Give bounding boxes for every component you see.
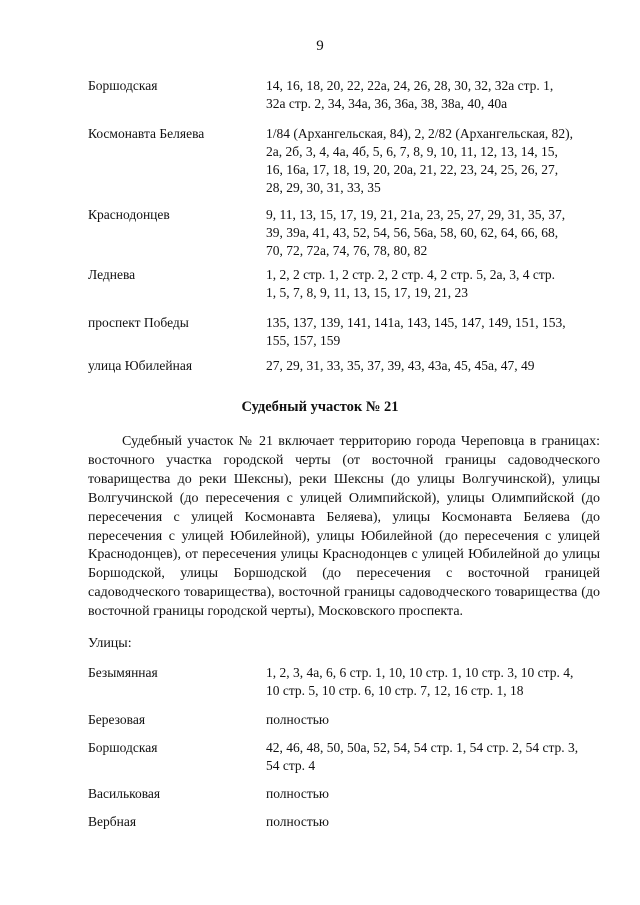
street-name: Безымянная xyxy=(88,665,158,680)
house-numbers-line: 39, 39а, 41, 43, 52, 54, 56, 56а, 58, 60, 62, 64, 66, 68, xyxy=(266,225,559,240)
address-row xyxy=(88,77,611,113)
house-numbers-line: полностью xyxy=(266,814,329,829)
street-name: Космонавта Беляева xyxy=(88,126,205,141)
streets-label: Улицы: xyxy=(88,636,132,651)
house-numbers xyxy=(266,711,611,729)
address-row xyxy=(88,785,611,803)
house-numbers xyxy=(266,125,611,197)
address-row xyxy=(88,314,611,350)
house-numbers xyxy=(266,739,611,775)
section-description: Судебный участок № 21 включает территорию города Череповца в границах: восточного участка городской черты (от восточной границы садоводческого товарищества до реки Шексны), реки Шексны (до улицы Волгучинской), улицы Волгучинской (до пересечения с улицей Олимпийской), улицы Олимпийской (до пересечения с улицей Космонавта Беляева), улицы Космонавта Беляева (до пересечения с улицей Юбилейной), улицы Юбилейной (до пересечения с улицей Краснодонцев), от пересечения улицы Краснодонцев с улицей Юбилейной до улицы Боршодской, улицы Боршодской (до пересечения с восточной границей садоводческого товарищества), восточной границы садоводческого товарищества (до восточной границы городской черты), Московского проспекта. xyxy=(88,434,600,620)
house-numbers xyxy=(266,357,611,375)
house-numbers-line: 32а стр. 2, 34, 34а, 36, 36а, 38, 38а, 40, 40а xyxy=(266,96,508,111)
street-name: Краснодонцев xyxy=(88,207,170,222)
house-numbers xyxy=(266,785,611,803)
section-title: Судебный участок № 21 xyxy=(241,399,399,415)
address-row xyxy=(88,739,611,775)
street-name: Вербная xyxy=(88,814,137,829)
house-numbers-line: 28, 29, 30, 31, 33, 35 xyxy=(266,180,381,195)
address-row xyxy=(88,357,611,375)
address-row xyxy=(88,266,611,302)
house-numbers-line: 2а, 2б, 3, 4, 4а, 4б, 5, 6, 7, 8, 9, 10, 11, 12, 13, 14, 15, xyxy=(266,144,558,159)
house-numbers-line: 1, 2, 3, 4а, 6, 6 стр. 1, 10, 10 стр. 1, 10 стр. 3, 10 стр. 4, xyxy=(266,665,574,680)
address-row xyxy=(88,711,611,729)
street-name: проспект Победы xyxy=(88,315,189,330)
house-numbers-line: 16, 16а, 17, 18, 19, 20, 20а, 21, 22, 23, 24, 25, 26, 27, xyxy=(266,162,559,177)
house-numbers-line: полностью xyxy=(266,712,329,727)
house-numbers-line: 70, 72, 72а, 74, 76, 78, 80, 82 xyxy=(266,243,428,258)
address-row xyxy=(88,813,611,831)
street-name: улица Юбилейная xyxy=(88,358,193,373)
house-numbers-line: 135, 137, 139, 141, 141а, 143, 145, 147, 149, 151, 153, xyxy=(266,315,566,330)
house-numbers-line: 9, 11, 13, 15, 17, 19, 21, 21а, 23, 25, 27, 29, 31, 35, 37, xyxy=(266,207,566,222)
house-numbers-line: 1, 2, 2 стр. 1, 2 стр. 2, 2 стр. 4, 2 стр. 5, 2а, 3, 4 стр. xyxy=(266,267,556,282)
house-numbers xyxy=(266,77,611,113)
house-numbers xyxy=(266,206,611,260)
house-numbers-line: 54 стр. 4 xyxy=(266,758,316,773)
house-numbers-line: 42, 46, 48, 50, 50а, 52, 54, 54 стр. 1, 54 стр. 2, 54 стр. 3, xyxy=(266,740,579,755)
address-row xyxy=(88,664,611,700)
house-numbers-line: полностью xyxy=(266,786,329,801)
street-name: Березовая xyxy=(88,712,146,727)
house-numbers xyxy=(266,266,611,302)
house-numbers-line: 14, 16, 18, 20, 22, 22а, 24, 26, 28, 30, 32, 32а стр. 1, xyxy=(266,78,554,93)
house-numbers-line: 27, 29, 31, 33, 35, 37, 39, 43, 43а, 45, 45а, 47, 49 xyxy=(266,358,535,373)
house-numbers-line: 155, 157, 159 xyxy=(266,333,341,348)
street-name: Леднева xyxy=(88,267,136,282)
house-numbers xyxy=(266,813,611,831)
street-name: Васильковая xyxy=(88,786,161,801)
address-row xyxy=(88,125,611,197)
house-numbers-line: 1, 5, 7, 8, 9, 11, 13, 15, 17, 19, 21, 23 xyxy=(266,285,468,300)
house-numbers-line: 1/84 (Архангельская, 84), 2, 2/82 (Архангельская, 82), xyxy=(266,126,574,141)
street-name: Боршодская xyxy=(88,78,158,93)
street-name: Боршодская xyxy=(88,740,158,755)
page-number: 9 xyxy=(316,38,324,54)
house-numbers-line: 10 стр. 5, 10 стр. 6, 10 стр. 7, 12, 16 стр. 1, 18 xyxy=(266,683,524,698)
house-numbers xyxy=(266,314,611,350)
house-numbers xyxy=(266,664,611,700)
address-row xyxy=(88,206,611,260)
